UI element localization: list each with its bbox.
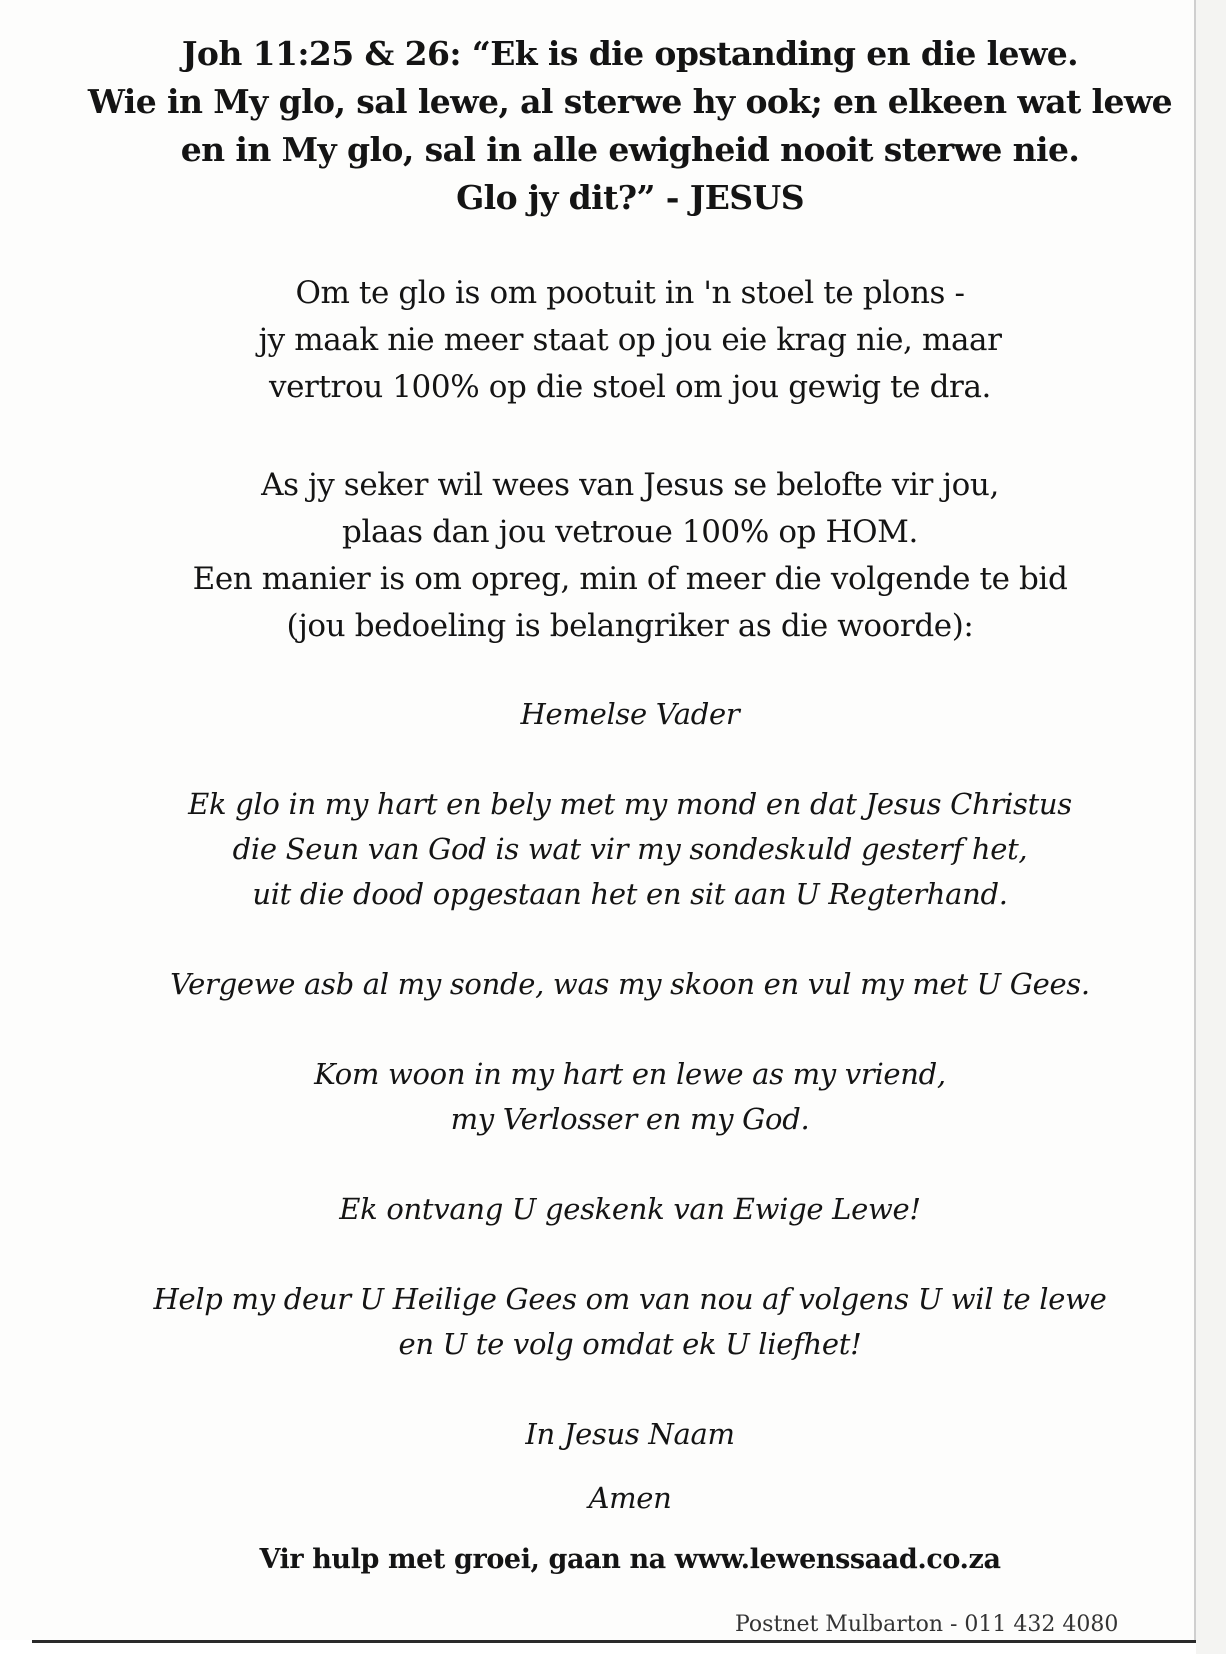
footer-line: Vir hulp met groei, gaan na www.lewenssaad.co.za [259,1544,1001,1575]
prayer-amen [40,1476,1220,1521]
prayer-line: Vergewe asb al my sonde, was my skoon en vul my met U Gees. [170,967,1090,1001]
paragraph-line: vertrou 100% op die stoel om jou gewig te dra. [269,369,991,405]
prayer-line: Hemelse Vader [520,697,740,731]
prayer-closing-name [40,1412,1220,1457]
prayer-forgiveness [40,962,1220,1007]
prayer-intro-paragraph [40,462,1220,650]
prayer-line: Help my deur U Heilige Gees om van nou af volgens U wil te lewe [153,1282,1107,1316]
prayer-line: uit die dood opgestaan het en sit aan U Regterhand. [252,877,1008,911]
prayer-line: Ek glo in my hart en bely met my mond en dat Jesus Christus [188,787,1072,821]
prayer-line: Ek ontvang U geskenk van Ewige Lewe! [339,1192,921,1226]
footer-website-note [40,1540,1220,1580]
faith-explanation-paragraph [40,270,1220,411]
prayer-line: Amen [588,1481,672,1515]
scripture-heading [40,30,1220,222]
prayer-line: In Jesus Naam [525,1417,735,1451]
prayer-help [40,1277,1220,1367]
paragraph-line: plaas dan jou vetroue 100% op HOM. [342,514,918,550]
prayer-dwelling [40,1052,1220,1142]
paragraph-line: Een manier is om opreg, min of meer die volgende te bid [192,561,1068,597]
prayer-line: en U te volg omdat ek U liefhet! [398,1327,862,1361]
heading-line: Joh 11:25 & 26: “Ek is die opstanding en die lewe. [181,34,1079,73]
scan-background-edge [1196,0,1226,1654]
heading-line: en in My glo, sal in alle ewigheid nooit sterwe nie. [180,130,1080,169]
prayer-line: die Seun van God is wat vir my sondeskuld gesterf het, [232,832,1028,866]
paragraph-line: As jy seker wil wees van Jesus se belofte vir jou, [261,467,999,503]
prayer-line: my Verlosser en my God. [450,1102,810,1136]
postnet-contact: Postnet Mulbarton - 011 432 4080 [735,1612,1119,1637]
prayer-line: Kom woon in my hart en lewe as my vriend, [314,1057,946,1091]
prayer-receive [40,1187,1220,1232]
paragraph-line: Om te glo is om pootuit in 'n stoel te plons - [295,275,965,311]
paragraph-line: (jou bedoeling is belangriker as die woorde): [286,608,974,644]
paragraph-line: jy maak nie meer staat op jou eie krag nie, maar [258,322,1002,358]
heading-line: Glo jy dit?” - JESUS [456,178,804,217]
card-bottom-edge [32,1640,1196,1643]
prayer-salutation [40,692,1220,737]
heading-line: Wie in My glo, sal lewe, al sterwe hy ook; en elkeen wat lewe [87,82,1173,121]
prayer-confession [40,782,1220,917]
